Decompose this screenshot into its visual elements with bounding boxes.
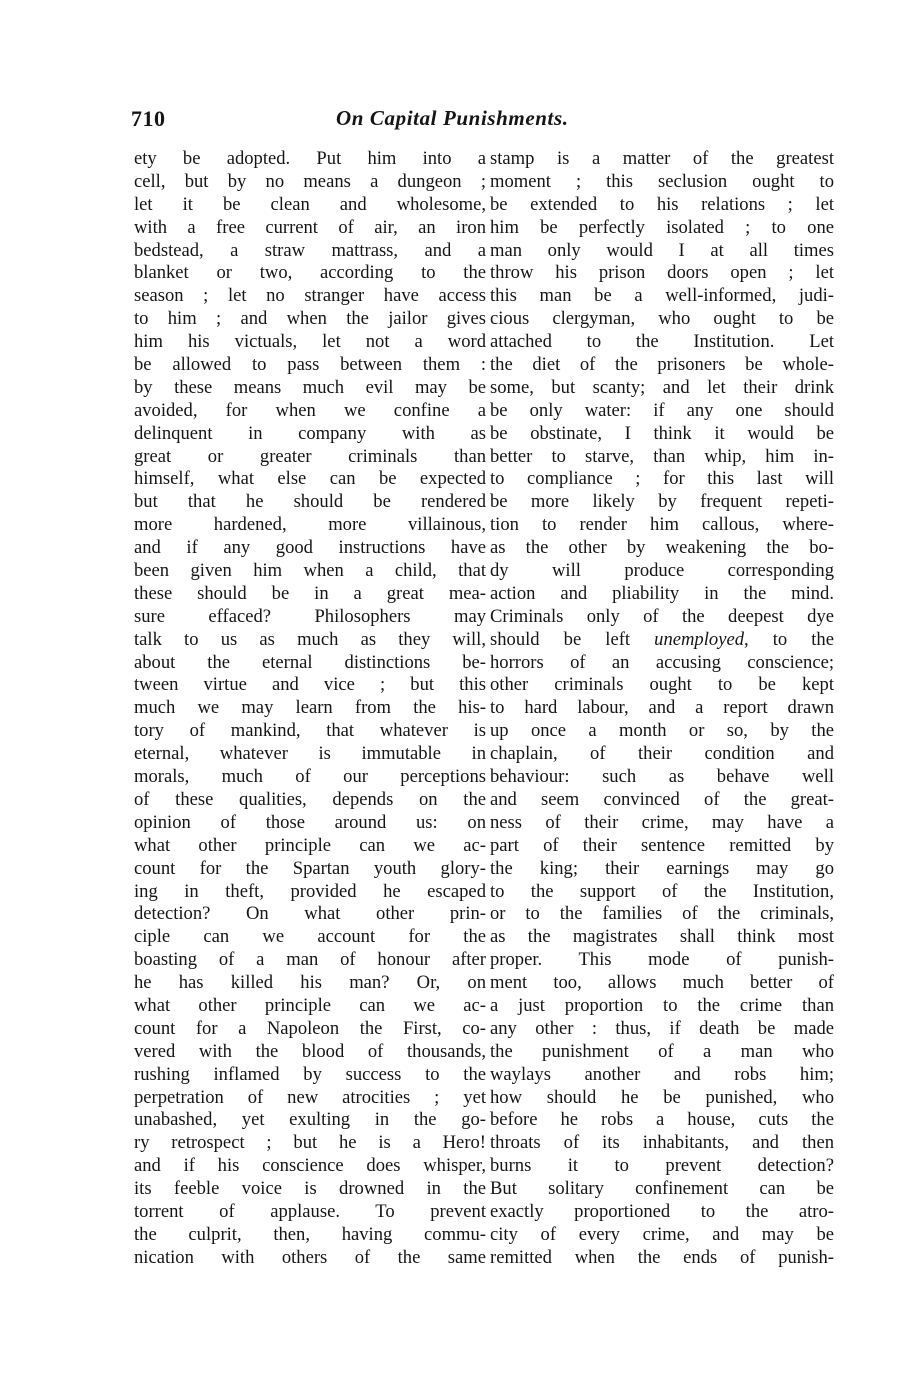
text-line-content: tory of mankind, that whatever is — [134, 720, 486, 742]
text-line — [490, 1018, 834, 1041]
text-line — [134, 468, 486, 491]
text-line — [490, 148, 834, 171]
text-line — [490, 1087, 834, 1110]
text-line-content: or to the families of the criminals, — [490, 903, 834, 925]
text-line-content: be extended to his relations ; let — [490, 193, 834, 215]
text-line — [134, 514, 486, 537]
text-line — [134, 262, 486, 285]
text-line-content: bedstead, a straw mattrass, and a — [134, 239, 486, 261]
text-line-content: what other principle can we ac- — [134, 834, 486, 856]
text-line — [490, 1178, 834, 1201]
emphasis: unemployed — [654, 628, 744, 650]
text-line — [490, 308, 834, 331]
text-line-content: opinion of those around us: on — [134, 811, 486, 833]
text-line-content: But solitary confinement can be — [490, 1178, 834, 1200]
text-line — [490, 1155, 834, 1178]
text-line-content: man only would I at all times — [490, 239, 834, 261]
text-line — [134, 1041, 486, 1064]
text-line — [134, 194, 486, 217]
text-line — [134, 835, 486, 858]
text-line — [134, 217, 486, 240]
text-line-content: the diet of the prisoners be whole- — [490, 354, 834, 376]
text-line-content: by these means much evil may be — [134, 376, 486, 398]
page-header — [131, 106, 821, 134]
text-line-content: himself, what else can be expected — [134, 468, 486, 490]
text-line — [134, 1178, 486, 1201]
text-line — [490, 995, 834, 1018]
text-line-content: ing in theft, provided he escaped — [134, 880, 486, 902]
text-line — [134, 491, 486, 514]
text-line-content: rushing inflamed by success to the — [134, 1063, 486, 1085]
text-line — [490, 1224, 834, 1247]
text-line — [134, 972, 486, 995]
text-line — [134, 858, 486, 881]
text-line-content: more hardened, more villainous, — [134, 514, 486, 536]
text-line-content: action and pliability in the mind. — [490, 582, 834, 604]
text-line — [134, 423, 486, 446]
text-line-content: ciple can we account for the — [134, 926, 486, 948]
text-line — [134, 720, 486, 743]
text-line — [134, 240, 486, 263]
text-line-content: part of their sentence remitted by — [490, 834, 834, 856]
text-line-content: talk to us as much as they will, — [134, 628, 486, 650]
text-line — [490, 606, 834, 629]
text-line-content: perpetration of new atrocities ; yet — [134, 1086, 486, 1108]
text-line — [134, 446, 486, 469]
text-line-content: ry retrospect ; but he is a Hero! — [134, 1132, 486, 1154]
text-line — [490, 1064, 834, 1087]
text-line-content: moment ; this seclusion ought to — [490, 170, 834, 192]
text-line-content: its feeble voice is drowned in the — [134, 1178, 486, 1200]
text-line-content: these should be in a great mea- — [134, 582, 486, 604]
text-line — [134, 1087, 486, 1110]
text-line — [134, 148, 486, 171]
text-line-content: the culprit, then, having commu- — [134, 1223, 486, 1245]
text-line — [490, 1201, 834, 1224]
text-line-content: detection? On what other prin- — [134, 903, 486, 925]
text-line-content: count for a Napoleon the First, co- — [134, 1017, 486, 1039]
text-line — [134, 903, 486, 926]
text-line-content: torrent of applause. To prevent — [134, 1200, 486, 1222]
text-line — [490, 629, 834, 652]
text-line — [490, 354, 834, 377]
text-line-content: remitted when the ends of punish- — [490, 1246, 834, 1268]
text-line — [134, 674, 486, 697]
text-line-content: throats of its inhabitants, and then — [490, 1132, 834, 1154]
text-line-content: vered with the blood of thousands, — [134, 1040, 486, 1062]
page-number: 710 — [131, 106, 166, 131]
text-line-content: better to starve, than whip, him in- — [490, 445, 834, 467]
text-line-content: blanket or two, according to the — [134, 262, 486, 284]
text-line-content: any other : thus, if death be made — [490, 1017, 834, 1039]
text-line — [134, 743, 486, 766]
text-line-content: about the eternal distinctions be- — [134, 651, 486, 673]
text-line-content: what other principle can we ac- — [134, 994, 486, 1016]
text-line-content: a just proportion to the crime than — [490, 994, 834, 1016]
running-head: On Capital Punishments. — [336, 106, 569, 130]
text-line-content: up once a month or so, by the — [490, 720, 834, 742]
text-line — [134, 354, 486, 377]
text-line — [134, 1247, 486, 1270]
text-line-content: cious clergyman, who ought to be — [490, 308, 834, 330]
text-line — [490, 217, 834, 240]
text-line — [490, 949, 834, 972]
text-line — [134, 652, 486, 675]
text-line — [134, 995, 486, 1018]
text-line-content: the king; their earnings may go — [490, 857, 834, 879]
text-line-content: nication with others of the same — [134, 1246, 486, 1268]
text-line — [490, 858, 834, 881]
text-line-content: he has killed his man? Or, on — [134, 972, 486, 994]
text-line-content: some, but scanty; and let their drink — [490, 376, 834, 398]
text-line-content: let it be clean and wholesome, — [134, 193, 486, 215]
text-line-content: the punishment of a man who — [490, 1040, 834, 1062]
text-line — [134, 171, 486, 194]
text-line — [134, 560, 486, 583]
text-line-content: other criminals ought to be kept — [490, 674, 834, 696]
text-line — [134, 583, 486, 606]
text-line-content: behaviour: such as behave well — [490, 766, 834, 788]
text-line — [134, 1224, 486, 1247]
text-line-content: this man be a well-informed, judi- — [490, 285, 834, 307]
text-line — [490, 331, 834, 354]
text-line-content: much we may learn from the his- — [134, 697, 486, 719]
text-line — [134, 1132, 486, 1155]
text-line — [490, 1041, 834, 1064]
text-line — [490, 881, 834, 904]
text-line-content: city of every crime, and may be — [490, 1223, 834, 1245]
text-line-content: and if his conscience does whisper, — [134, 1155, 486, 1177]
text-line-content: to the support of the Institution, — [490, 880, 834, 902]
text-line-content: delinquent in company with as — [134, 422, 486, 444]
text-line — [134, 1155, 486, 1178]
text-line-content: as the other by weakening the bo- — [490, 537, 834, 559]
text-line — [490, 903, 834, 926]
text-line — [490, 674, 834, 697]
text-line — [490, 285, 834, 308]
text-line-content: be only water: if any one should — [490, 399, 834, 421]
text-line — [134, 1109, 486, 1132]
text-line-content: ness of their crime, may have a — [490, 811, 834, 833]
text-line — [490, 652, 834, 675]
text-line — [490, 743, 834, 766]
text-line — [490, 491, 834, 514]
text-line-content: and if any good instructions have — [134, 537, 486, 559]
text-line-content: eternal, whatever is immutable in — [134, 743, 486, 765]
text-line — [134, 285, 486, 308]
text-line — [134, 812, 486, 835]
text-line — [490, 240, 834, 263]
text-line — [490, 583, 834, 606]
text-line-content: be obstinate, I think it would be — [490, 422, 834, 444]
text-line — [490, 468, 834, 491]
text-line — [490, 514, 834, 537]
text-line-content: exactly proportioned to the atro- — [490, 1200, 834, 1222]
text-line — [134, 766, 486, 789]
text-line — [490, 537, 834, 560]
text-line — [134, 377, 486, 400]
text-line-content: stamp is a matter of the greatest — [490, 148, 834, 169]
text-line-content: him his victuals, let not a word — [134, 331, 486, 353]
text-line-content: to him ; and when the jailor gives — [134, 308, 486, 330]
text-line-content: tion to render him callous, where- — [490, 514, 834, 536]
text-line — [134, 629, 486, 652]
text-line-content: but that he should be rendered — [134, 491, 486, 513]
text-line — [490, 972, 834, 995]
text-line-content: throw his prison doors open ; let — [490, 262, 834, 284]
text-line — [134, 881, 486, 904]
text-line — [490, 377, 834, 400]
text-line — [134, 331, 486, 354]
text-line-content: ety be adopted. Put him into a — [134, 148, 486, 169]
text-line-content: him be perfectly isolated ; to one — [490, 216, 834, 238]
text-line — [134, 400, 486, 423]
text-line-content: be allowed to pass between them : — [134, 354, 486, 376]
text-line — [490, 262, 834, 285]
text-line — [490, 835, 834, 858]
text-line-content: tween virtue and vice ; but this — [134, 674, 486, 696]
text-line — [134, 1201, 486, 1224]
text-line-content: how should he be punished, who — [490, 1086, 834, 1108]
text-line — [134, 789, 486, 812]
text-line-content: burns it to prevent detection? — [490, 1155, 834, 1177]
text-line — [490, 926, 834, 949]
text-line-content: count for the Spartan youth glory- — [134, 857, 486, 879]
text-line-content: sure effaced? Philosophers may — [134, 605, 486, 627]
text-line-content: of these qualities, depends on the — [134, 788, 486, 810]
text-line-content: dy will produce corresponding — [490, 560, 834, 582]
text-line-content: proper. This mode of punish- — [490, 949, 834, 971]
text-line-content: horrors of an accusing conscience; — [490, 651, 834, 673]
text-line-content: with a free current of air, an iron — [134, 216, 486, 238]
text-line — [490, 560, 834, 583]
text-line-content: should be left unemployed, to the — [490, 628, 834, 650]
text-line-content: as the magistrates shall think most — [490, 926, 834, 948]
text-line — [490, 812, 834, 835]
text-line — [134, 606, 486, 629]
text-line-content: and seem convinced of the great- — [490, 788, 834, 810]
text-line — [134, 949, 486, 972]
text-line-content: boasting of a man of honour after — [134, 949, 486, 971]
text-line-content: great or greater criminals than — [134, 445, 486, 467]
text-line-content: ment too, allows much better of — [490, 972, 834, 994]
text-line — [490, 423, 834, 446]
text-line-content: chaplain, of their condition and — [490, 743, 834, 765]
text-line — [490, 1247, 834, 1270]
text-line — [134, 308, 486, 331]
text-line — [490, 766, 834, 789]
text-line-content: waylays another and robs him; — [490, 1063, 834, 1085]
text-line — [134, 926, 486, 949]
text-line-content: morals, much of our perceptions — [134, 766, 486, 788]
right-column — [490, 148, 834, 1270]
text-line-content: before he robs a house, cuts the — [490, 1109, 834, 1131]
text-line — [490, 697, 834, 720]
text-line-content: be more likely by frequent repeti- — [490, 491, 834, 513]
text-line-content: avoided, for when we confine a — [134, 399, 486, 421]
text-line-content: to compliance ; for this last will — [490, 468, 834, 490]
text-line — [134, 1018, 486, 1041]
text-line — [490, 789, 834, 812]
text-line — [490, 194, 834, 217]
text-line — [490, 1109, 834, 1132]
text-line — [490, 446, 834, 469]
left-column — [134, 148, 486, 1270]
text-line — [490, 720, 834, 743]
text-line-content: been given him when a child, that — [134, 560, 486, 582]
text-line — [490, 400, 834, 423]
text-line-content: attached to the Institution. Let — [490, 331, 834, 353]
text-line — [134, 537, 486, 560]
text-line-content: to hard labour, and a report drawn — [490, 697, 834, 719]
text-line-content: Criminals only of the deepest dye — [490, 605, 834, 627]
text-line — [490, 171, 834, 194]
text-line-content: unabashed, yet exulting in the go- — [134, 1109, 486, 1131]
text-line — [134, 1064, 486, 1087]
text-line — [134, 697, 486, 720]
text-line-content: cell, but by no means a dungeon ; — [134, 170, 486, 192]
text-line-content: season ; let no stranger have access — [134, 285, 486, 307]
text-line — [490, 1132, 834, 1155]
